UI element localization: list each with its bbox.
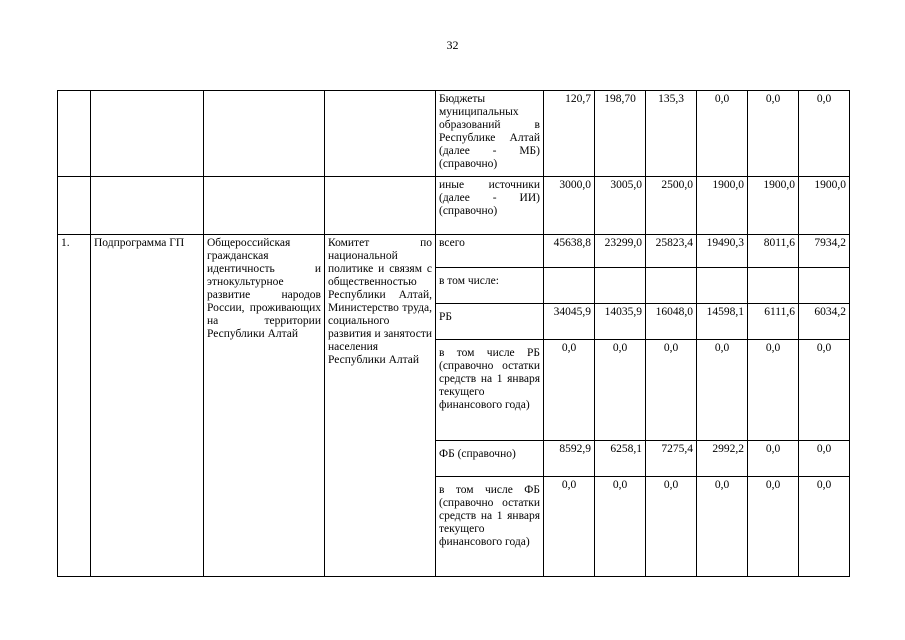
value-cell: 0,0 <box>646 477 697 577</box>
value-cell: 0,0 <box>544 477 595 577</box>
value-cell: 0,0 <box>595 340 646 441</box>
table-row <box>58 177 850 235</box>
value-cell: 1900,0 <box>697 177 748 235</box>
value-cell <box>544 268 595 304</box>
value-cell: 19490,3 <box>697 235 748 268</box>
table-row <box>58 91 850 177</box>
subprogram-title: Общероссийская гражданская идентичность и этнокультурное развитие народов России, проживающих на территории Республики Алтай <box>204 235 325 577</box>
subprogram-name: Подпрограмма ГП <box>91 235 204 577</box>
empty-cell <box>91 91 204 177</box>
value-cell: 2992,2 <box>697 441 748 477</box>
value-cell: 0,0 <box>595 477 646 577</box>
funding-source: в том числе РБ (справочно остатки средств на 1 января текущего финансового года) <box>436 340 544 441</box>
page-number: 32 <box>446 38 459 52</box>
value-cell: 0,0 <box>697 477 748 577</box>
value-cell: 8011,6 <box>748 235 799 268</box>
table-row <box>58 235 850 268</box>
value-cell: 135,3 <box>646 91 697 177</box>
value-cell: 6258,1 <box>595 441 646 477</box>
empty-cell <box>204 91 325 177</box>
funding-source: ФБ (справочно) <box>436 441 544 477</box>
empty-cell <box>204 177 325 235</box>
funding-source: Бюджеты муниципальных образований в Республике Алтай (далее - МБ) (справочно) <box>436 91 544 177</box>
funding-source: всего <box>436 235 544 268</box>
value-cell: 120,7 <box>544 91 595 177</box>
subprogram-executor: Комитет по национальной политике и связям с общественностью Республики Алтай, Министерство труда, социального развития и занятости населения Республики Алтай <box>325 235 436 577</box>
value-cell: 2500,0 <box>646 177 697 235</box>
value-cell: 14598,1 <box>697 304 748 340</box>
value-cell: 16048,0 <box>646 304 697 340</box>
value-cell: 0,0 <box>697 340 748 441</box>
value-cell: 3005,0 <box>595 177 646 235</box>
value-cell: 1900,0 <box>748 177 799 235</box>
value-cell: 0,0 <box>799 477 850 577</box>
value-cell: 7934,2 <box>799 235 850 268</box>
funding-source: в том числе ФБ (справочно остатки средств на 1 января текущего финансового года) <box>436 477 544 577</box>
value-cell: 14035,9 <box>595 304 646 340</box>
funding-source: иные источники (далее - ИИ) (справочно) <box>436 177 544 235</box>
value-cell: 6034,2 <box>799 304 850 340</box>
empty-cell <box>325 177 436 235</box>
value-cell: 0,0 <box>748 477 799 577</box>
empty-cell <box>325 91 436 177</box>
value-cell: 0,0 <box>748 441 799 477</box>
value-cell: 1900,0 <box>799 177 850 235</box>
empty-cell <box>58 177 91 235</box>
value-cell <box>748 268 799 304</box>
value-cell: 0,0 <box>799 91 850 177</box>
value-cell: 8592,9 <box>544 441 595 477</box>
value-cell <box>595 268 646 304</box>
value-cell: 34045,9 <box>544 304 595 340</box>
value-cell: 25823,4 <box>646 235 697 268</box>
value-cell: 198,70 <box>595 91 646 177</box>
value-cell <box>697 268 748 304</box>
funding-source: РБ <box>436 304 544 340</box>
value-cell: 0,0 <box>646 340 697 441</box>
value-cell: 45638,8 <box>544 235 595 268</box>
value-cell: 0,0 <box>697 91 748 177</box>
value-cell: 0,0 <box>748 340 799 441</box>
value-cell: 7275,4 <box>646 441 697 477</box>
budget-table <box>57 90 850 577</box>
value-cell: 3000,0 <box>544 177 595 235</box>
funding-source: в том числе: <box>436 268 544 304</box>
value-cell: 0,0 <box>799 340 850 441</box>
subprogram-number: 1. <box>58 235 91 577</box>
value-cell: 6111,6 <box>748 304 799 340</box>
value-cell <box>799 268 850 304</box>
value-cell: 23299,0 <box>595 235 646 268</box>
empty-cell <box>91 177 204 235</box>
empty-cell <box>58 91 91 177</box>
value-cell <box>646 268 697 304</box>
value-cell: 0,0 <box>799 441 850 477</box>
value-cell: 0,0 <box>748 91 799 177</box>
value-cell: 0,0 <box>544 340 595 441</box>
